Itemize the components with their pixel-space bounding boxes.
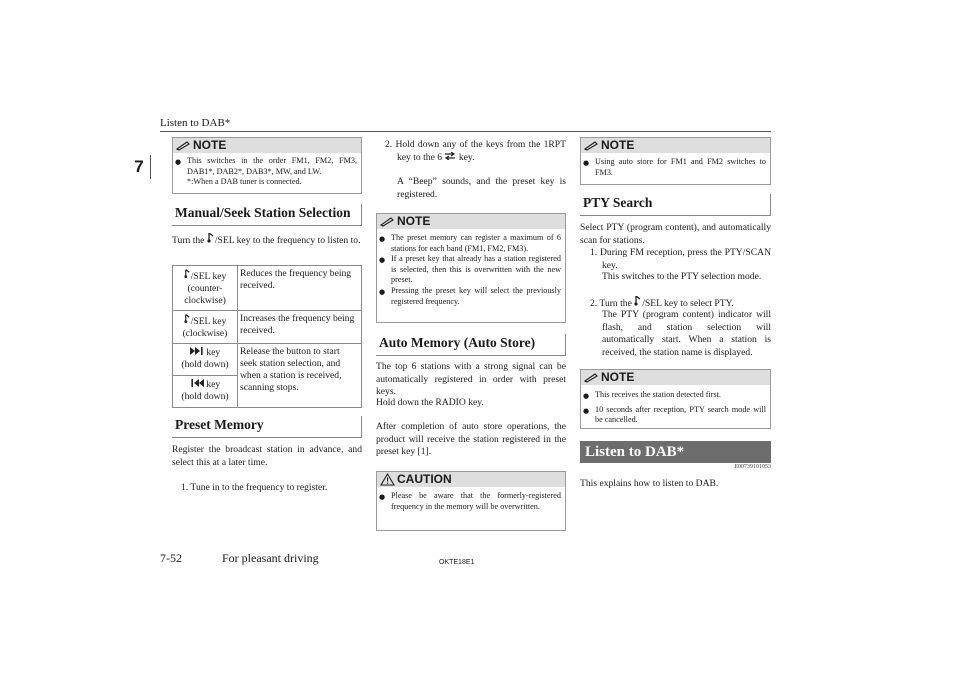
note-text: This switches in the order FM1, FM2, FM3, DAB1*, DAB2*, DAB3*, MW, and LW. *:When a DAB tuner is connected. [187,156,357,187]
table-key-cell: key (hold down) [173,376,238,408]
manual-seek-intro: Turn the /SEL key to the frequency to listen to. [172,235,361,246]
seek-forward-icon [190,347,204,355]
footer-page-number: 7-52 [160,551,182,565]
table-key-cell: /SEL key (clockwise) [173,311,238,344]
note-text: This receives the station detected first. [595,390,721,399]
tune-knob-icon [207,233,215,243]
preset-step-1: 1. Tune in to the frequency to register. [181,482,328,493]
table-desc-cell: Reduces the frequency being received. [238,266,362,311]
footer-doc-code: OKTE18E1 [439,559,475,566]
section-band-listen-dab: Listen to DAB* [580,441,771,463]
note-label: NOTE [601,370,635,384]
note-bullet [581,390,766,402]
pencil-note-icon [584,372,599,383]
preset-step-2-result: A “Beep” sounds, and the preset key is registered. [397,176,566,200]
pty-step-1: 1. During FM reception, press the PTY/SCAN key. [590,247,771,271]
dab-intro: This explains how to listen to DAB. [580,478,719,489]
auto-memory-body-2: Hold down the RADIO key. [376,397,484,408]
section-heading-auto-memory: Auto Memory (Auto Store) [376,334,566,356]
bullet-icon: ● [379,287,386,296]
caution-header [377,472,565,487]
pencil-note-icon [380,216,395,227]
note-header [581,138,770,153]
pencil-note-icon [176,140,191,151]
note-box-preset [376,213,566,323]
note-box-band-order [172,137,362,194]
note-header [173,138,361,153]
bullet-icon: ● [379,256,386,265]
note-text: The preset memory can register a maximum of 6 stations for each band (FM1, FM2, FM3). [391,233,561,253]
header-rule [160,131,771,132]
note-label: NOTE [397,214,431,228]
bullet-icon: ● [583,406,590,415]
note-header [377,214,565,229]
note-bullet [377,233,561,254]
table-key-cell: /SEL key (counter-clockwise) [173,266,238,311]
tune-knob-icon [184,314,191,324]
tune-knob-icon [184,269,191,279]
note-label: NOTE [601,138,635,152]
note-box-auto-store [580,137,771,185]
footer-section: For pleasant driving [222,551,319,565]
table-desc-cell: Release the button to start seek station selection, and when a station is received, scanning stops. [238,344,362,408]
table-desc-cell: Increases the frequency being received. [238,311,362,344]
pty-intro: Select PTY (program content), and automatically scan for stations. [580,222,771,246]
table-row [173,344,362,376]
warning-triangle-icon [380,473,395,486]
bullet-icon: ● [175,158,182,166]
note-label: NOTE [193,138,227,152]
note-text: Pressing the preset key will select the previously registered frequency. [391,285,561,306]
note-box-pty [580,369,771,429]
note-header [581,370,770,385]
table-row [173,266,362,311]
table-row [173,311,362,344]
preset-intro: Register the broadcast station in advance, and select this at a later time. [172,444,362,468]
seek-backward-icon [190,379,204,387]
preset-step-2: 2. Hold down any of the keys from the 1RPT key to the 6 key. [385,139,566,163]
section-heading-pty-search: PTY Search [580,194,771,216]
bullet-icon: ● [583,392,590,400]
note-text: Using auto store for FM1 and FM2 switches to FM3. [595,157,766,177]
caution-label: CAUTION [397,472,452,486]
auto-memory-body-1: The top 6 stations with a strong signal can be automatically registered in order with preset keys. [376,361,566,398]
auto-memory-body-3: After completion of auto store operations, the product will receive the station registered in the preset key [1]. [376,421,566,458]
caution-text: Please be aware that the formerly-registered frequency in the memory will be overwritten. [391,491,561,511]
note-bullet [377,254,561,286]
running-title: Listen to DAB* [160,117,231,129]
note-text: 10 seconds after reception, PTY search mode will be cancelled. [595,404,766,425]
key-function-table [172,265,362,408]
pty-step-1-result: This switches to the PTY selection mode. [602,271,762,282]
note-footnote: *:When a DAB tuner is connected. [187,177,302,187]
note-text: If a preset key that already has a station registered is selected, then this is overwritten with the new preset. [391,254,561,285]
bullet-icon: ● [379,235,386,243]
section-heading-manual-seek: Manual/Seek Station Selection [172,204,362,226]
note-bullet [581,153,770,178]
chapter-tab: 7 [128,155,151,179]
pty-step-2-result: The PTY (program content) indicator will flash, and station selection will automatically start. When a station is received, the station name is displayed. [602,309,771,358]
pencil-note-icon [584,140,599,151]
loop-arrow-icon [444,152,456,160]
table-key-cell: key (hold down) [173,344,238,376]
bullet-icon: ● [583,159,590,167]
section-code: E00739101053 [734,464,771,470]
note-bullet [173,156,361,188]
pty-step-2: 2. Turn the /SEL key to select PTY. [590,298,734,309]
caution-bullet [377,487,565,512]
note-bullet [377,286,561,307]
section-heading-preset-memory: Preset Memory [172,416,362,438]
note-bullet [581,405,766,426]
caution-box [376,471,566,531]
bullet-icon: ● [379,493,386,501]
